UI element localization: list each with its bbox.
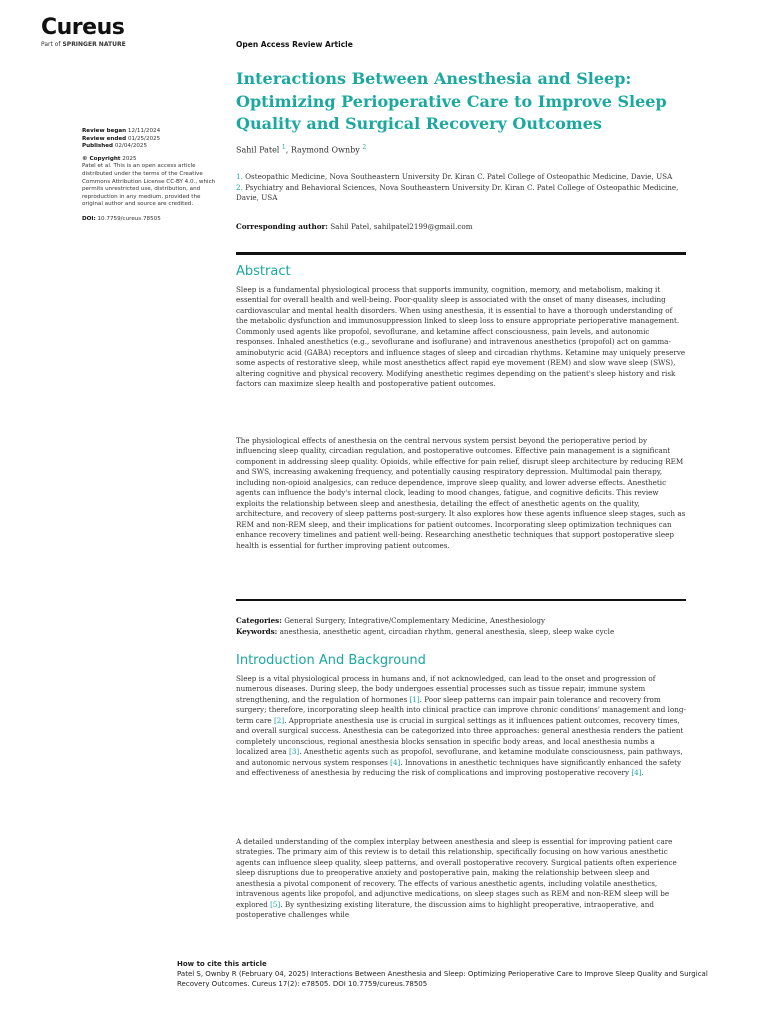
review-began-label: Review began xyxy=(82,128,127,134)
section-divider xyxy=(236,252,686,255)
published-label: Published xyxy=(82,143,114,150)
corresponding-author xyxy=(236,222,473,231)
reference-link[interactable]: [4] xyxy=(390,757,401,767)
abstract-heading: Abstract xyxy=(236,264,291,279)
doi-link[interactable]: 10.7759/cureus.78505 xyxy=(97,215,161,222)
categories xyxy=(236,616,686,627)
article-title: Interactions Between Anesthesia and Sleep: Optimizing Perioperative Care to Improve Sleep Quality and Surgical Recovery Outcomes xyxy=(236,69,667,133)
affiliation-number: 1. xyxy=(236,172,243,181)
abstract-paragraph-2: The physiological effects of anesthesia on the central nervous system persist beyond the perioperative period by influencing sleep quality, circadian regulation, and postoperative outcomes. Effective pain management is a significant component in addressing sleep quality. Opioids, while effective for pain relief, disrupt sleep architecture by reducing REM and SWS, increasing awakening frequency, and potentially causing respiratory depression. Multimodal pain therapy, including non-opioid analgesics, can reduce dependence, improve sleep quality, and lower adverse effects. Anesthetic agents can influence the body's internal clock, leading to mood changes, fatigue, and cognitive deficits. This review exploits the relationship between sleep and anesthesia, detailing the effect of anesthetic agents on the quality, architecture, and recovery of sleep patterns post-surgery. It also explores how these agents influence sleep stages, such as REM and non-REM sleep, and their implications for patient outcomes. Incorporating sleep optimization techniques can enhance recovery timelines and patient well-being. Researching anesthetic techniques that support postoperative sleep health is essential for further improving patient outcomes. xyxy=(236,436,686,550)
affiliation-text: Osteopathic Medicine, Nova Southeastern University Dr. Kiran C. Patel College of Osteopathic Medicine, Davie, USA xyxy=(245,172,673,181)
categories-label: Categories: xyxy=(236,616,282,625)
affiliations xyxy=(236,172,686,204)
journal-name: Cureus xyxy=(41,15,125,40)
intro-paragraph-2: A detailed understanding of the complex interplay between anesthesia and sleep is essential for improving patient care strategies. The primary aim of this review is to detail this relationship, specifically focusing on how various anesthetic agents can influence sleep quality, sleep patterns, and overall postoperative recovery. Surgical patients often experience sleep disruptions due to preoperative anxiety and postoperative pain, making the relationship between sleep and anesthesia a pivotal component of recovery. The effects of various anesthetic agents, including volatile anesthetics, intravenous agents like propofol, and adjunctive medications, on sleep stages such as REM and non-REM sleep will be explored [5]. By synthesizing existing literature, the discussion aims to highlight preoperative, intraoperative, and postoperative challenges while xyxy=(236,837,677,920)
citation-footer xyxy=(177,959,737,989)
author-name[interactable]: Raymond Ownby xyxy=(290,145,360,155)
reference-link[interactable]: [4] xyxy=(631,768,642,778)
corresponding-author-text[interactable]: Sahil Patel, sahilpatel2199@gmail.com xyxy=(330,222,473,231)
doi-label: DOI: xyxy=(82,215,96,222)
citation-text: Patel S, Ownby R (February 04, 2025) Interactions Between Anesthesia and Sleep: Optimizing Perioperative Care to Improve Sleep Quality and Surgical Recovery Outcomes. Cureus 17(2): e78505. DOI 10.7759/cureus.78505 xyxy=(177,970,708,988)
publisher-name: SPRINGER NATURE xyxy=(62,41,126,48)
corresponding-author-label: Corresponding author: xyxy=(236,222,328,231)
reference-link[interactable]: [1] xyxy=(409,694,420,704)
article-sidebar xyxy=(82,128,222,224)
author-affiliation-ref[interactable]: 1 xyxy=(281,144,286,151)
author-affiliation-ref[interactable]: 2 xyxy=(362,144,367,151)
author-list: Sahil Patel $^1$, Raymond Ownby $^2$ xyxy=(236,144,367,155)
review-ended xyxy=(82,136,222,144)
review-began xyxy=(82,128,222,136)
copyright-label: © Copyright xyxy=(82,155,121,162)
keywords xyxy=(236,627,686,638)
affiliation-item xyxy=(236,172,686,183)
intro-paragraph-1: Sleep is a vital physiological process in humans and, if not acknowledged, can lead to the onset and progression of numerous diseases. During sleep, the body undergoes essential processes such as tissue repair, immune system strengthening, and the regulation of hormones [1]. Poor sleep patterns can impair pain tolerance and recovery from surgery; therefore, incorporating sleep health into clinical practice can improve chronic conditions' management and long-term care [2]. Appropriate anesthesia use is crucial in surgical settings as it influences patient outcomes, recovery times, and overall surgical success. Anesthesia can be categorized into three approaches: general anesthesia renders the patient completely unconscious, regional anesthesia blocks sensation in specific body areas, and local anesthesia numbs a localized area [3]. Anesthetic agents such as propofol, sevoflurane, and ketamine modulate consciousness, pain pathways, and autonomic nervous system responses [4]. Innovations in anesthetic techniques have significantly enhanced the safety and effectiveness of anesthesia by reducing the risk of complications and improving postoperative recovery [4]. xyxy=(236,674,686,778)
part-of-prefix: Part of xyxy=(41,41,61,48)
citation-label: How to cite this article xyxy=(177,960,267,968)
doi xyxy=(82,216,222,224)
reference-link[interactable]: [3] xyxy=(289,747,300,757)
keywords-list: anesthesia, anesthetic agent, circadian rhythm, general anesthesia, sleep, sleep wake cycle xyxy=(279,626,615,636)
review-ended-label: Review ended xyxy=(82,135,127,142)
article-type: Open Access Review Article xyxy=(236,40,353,49)
copyright-year: 2025 xyxy=(122,155,137,162)
copyright xyxy=(82,156,222,164)
reference-link[interactable]: [5] xyxy=(270,899,281,909)
article-metadata xyxy=(236,616,686,637)
reference-link[interactable]: [2] xyxy=(273,715,285,725)
abstract-paragraph-1: Sleep is a fundamental physiological process that supports immunity, cognition, memory, and metabolism, making it essential for overall health and well-being. Poor-quality sleep is associated with the onset of many diseases, including cardiovascular and mental health disorders. When using anesthesia, it is essential to have a thorough understanding of the metabolic dysfunction and immunosuppression linked to sleep loss to ensure appropriate perioperative management. Commonly used agents like propofol, sevoflurane, and ketamine affect consciousness, pain levels, and autonomic responses. Inhaled anesthetics (e.g., sevoflurane and isoflurane) and intravenous anesthetics (propofol) act on gamma-aminobutyric acid (GABA) receptors and influence stages of sleep and circadian rhythms. Ketamine may uniquely preserve some aspects of restorative sleep, while most anesthetics affect rapid eye movement (REM) and slow wave sleep (SWS), altering cognitive and physical recovery. Modifying anesthetic regimes depending on the patient's sleep history and risk factors can maximize sleep health and postoperative patient outcomes. xyxy=(236,285,686,389)
affiliation-text: Psychiatry and Behavioral Sciences, Nova Southeastern University Dr. Kiran C. Patel College of Osteopathic Medicine, Davie, USA xyxy=(236,182,679,202)
categories-list[interactable]: General Surgery, Integrative/Complementary Medicine, Anesthesiology xyxy=(284,616,546,625)
affiliation-number: 2. xyxy=(236,182,243,192)
affiliation-item xyxy=(236,183,686,204)
journal-logo[interactable] xyxy=(41,16,126,48)
introduction-heading: Introduction And Background xyxy=(236,653,426,668)
published xyxy=(82,143,222,151)
publisher-line xyxy=(41,41,126,48)
license-text: Patel et al. This is an open access article distributed under the terms of the Creative Commons Attribution License CC-BY 4.0., which permits unrestricted use, distribution, and reproduction in any medium, provided the original author and source are credited. xyxy=(82,163,216,208)
published-date: 02/04/2025 xyxy=(114,143,148,150)
review-began-date: 12/11/2024 xyxy=(127,128,161,134)
author-name[interactable]: Sahil Patel xyxy=(236,145,280,155)
section-divider xyxy=(236,599,686,601)
keywords-label: Keywords: xyxy=(236,626,278,636)
review-ended-date: 01/25/2025 xyxy=(127,135,161,142)
